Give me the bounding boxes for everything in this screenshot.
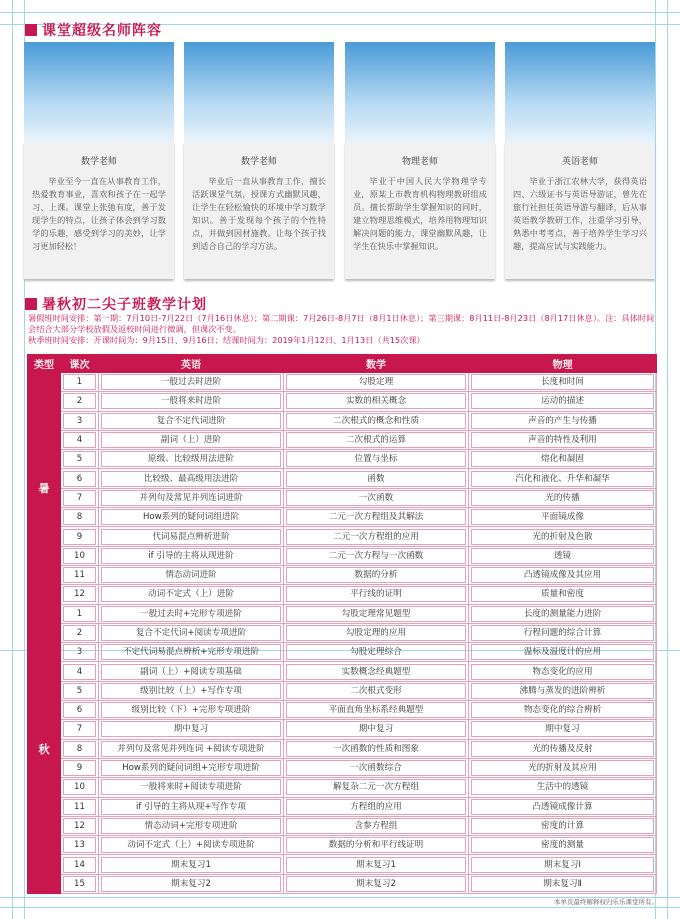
teacher-name: 英语老师 (561, 157, 598, 167)
math-topic: 期末复习2 (286, 876, 466, 892)
physics-topic: 密度的测量 (471, 837, 654, 853)
physics-topic: 凸透镜成像及其应用 (471, 567, 654, 583)
teacher-name: 物理老师 (401, 157, 438, 167)
table-row (28, 855, 657, 874)
lesson-number: 2 (63, 393, 96, 409)
physics-topic: 声音的产生与传播 (471, 413, 654, 429)
table-row (28, 469, 657, 488)
english-topic: 一般将来时+阅读专项进阶 (101, 779, 281, 795)
math-topic: 含参方程组 (286, 818, 466, 834)
math-topic: 数据的分析 (286, 567, 466, 583)
math-topic: 二次根式变形 (286, 683, 466, 699)
english-topic: 一般过去时+完形专项进阶 (101, 606, 281, 622)
table-row (28, 546, 657, 565)
physics-topic: 长度的测量能力进阶 (471, 606, 654, 622)
english-topic: 并列句及常见并列连词 +阅读专项进阶 (101, 741, 281, 757)
math-topic: 解复杂二元一次方程组 (286, 779, 466, 795)
math-topic: 勾股定理常见题型 (286, 606, 466, 622)
english-topic: 副词（上）+阅读专项基础 (101, 664, 281, 680)
lesson-number: 4 (63, 432, 96, 448)
lesson-number: 6 (63, 471, 96, 487)
table-row (28, 373, 657, 392)
teacher-card (184, 42, 334, 280)
table-row (28, 681, 657, 700)
teacher-desc: 毕业于中国人民大学物理学专业，原某上市教育机构物理教研组成员。擅长帮助学生掌握知识的同时，建立物理思维模式，培养用物理知识解决问题的能力，课堂幽默风趣，让学生在快乐中掌握知识。 (353, 176, 487, 251)
header-physics: 物理 (469, 355, 657, 373)
math-topic: 期末复习1 (286, 857, 466, 873)
table-row (28, 488, 657, 507)
table-row (28, 643, 657, 662)
lesson-number: 7 (63, 490, 96, 506)
lesson-number: 14 (63, 857, 96, 873)
physics-topic: 行程问题的综合计算 (471, 625, 654, 641)
table-header-row (28, 355, 657, 373)
math-topic: 一次函数 (286, 490, 466, 506)
physics-topic: 光的传播及反射 (471, 741, 654, 757)
physics-topic: 沸腾与蒸发的进阶辨析 (471, 683, 654, 699)
table-row (28, 450, 657, 469)
english-topic: 期中复习 (101, 721, 281, 737)
lesson-number: 11 (63, 567, 96, 583)
schedule-autumn: 秋季班时间安排：开课时间为：9月15日、9月16日；结课时间为：2019年1月12日、1月13日（共15次课） (28, 335, 425, 345)
english-topic: How系列的疑问词组+完形专项进阶 (101, 760, 281, 776)
physics-topic: 光的折射及色散 (471, 529, 654, 545)
plan-table (27, 354, 657, 894)
math-topic: 勾股定理的应用 (286, 625, 466, 641)
teacher-card (345, 42, 495, 280)
table-row (28, 836, 657, 855)
table-row (28, 565, 657, 584)
math-topic: 二元一次方程组及其解法 (286, 509, 466, 525)
math-topic: 二元一次方程与一次函数 (286, 548, 466, 564)
math-topic: 二元一次方程组的应用 (286, 529, 466, 545)
lesson-number: 4 (63, 664, 96, 680)
english-topic: How系列的疑问词组进阶 (101, 509, 281, 525)
math-topic: 位置与坐标 (286, 451, 466, 467)
physics-topic: 质量和密度 (471, 586, 654, 602)
english-topic: 动词不定式（上）+阅读专项进阶 (101, 837, 281, 853)
math-topic: 勾股定理 (286, 374, 466, 390)
lesson-number: 8 (63, 741, 96, 757)
teacher-name: 数学老师 (240, 157, 277, 167)
physics-topic: 物态变化的综合辨析 (471, 702, 654, 718)
guide-line (12, 0, 13, 919)
physics-topic: 平面镜成像 (471, 509, 654, 525)
english-topic: 复合不定代词进阶 (101, 413, 281, 429)
english-topic: 情态动词进阶 (101, 567, 281, 583)
guide-line (667, 0, 668, 919)
table-row (28, 874, 657, 893)
english-topic: 比较级、最高级用法进阶 (101, 471, 281, 487)
math-topic: 一次函数的性质和图象 (286, 741, 466, 757)
lesson-number: 1 (63, 606, 96, 622)
lesson-number: 5 (63, 451, 96, 467)
footer-note: 本单页最终解释权归乐乐课堂所有。 (554, 898, 658, 906)
schedule-summer: 暑假班时间安排：第一期：7月10日-7月22日（7月16日休息）；第二期课：7月26日-8月7日（8月1日休息）；第三期课：8月11日-8月23日（8月17日休息）。注：具体时间会结合大部分学校放假及返校时间进行微调，但课次不变。 (28, 313, 655, 334)
lesson-number: 1 (63, 374, 96, 390)
teacher-desc: 毕业后一直从事教育工作，擅长活跃课堂气氛，授课方式幽默风趣，让学生在轻松愉快的环境中学习数学知识。善于发现每个孩子的个性特点，并做到因材施教。让每个孩子找到适合自己的学习方法。 (192, 176, 326, 251)
english-topic: 期末复习2 (101, 876, 281, 892)
lesson-number: 11 (63, 799, 96, 815)
table-row (28, 527, 657, 546)
math-topic: 函数 (286, 471, 466, 487)
math-topic: 一次函数综合 (286, 760, 466, 776)
title-marker (25, 24, 37, 36)
lesson-number: 3 (63, 644, 96, 660)
physics-topic: 光的传播 (471, 490, 654, 506)
teacher-photo (24, 42, 174, 142)
header-math: 数学 (284, 355, 469, 373)
table-row (28, 411, 657, 430)
lesson-number: 15 (63, 876, 96, 892)
teacher-name: 数学老师 (80, 157, 117, 167)
math-topic: 平行线的证明 (286, 586, 466, 602)
lesson-number: 5 (63, 683, 96, 699)
lesson-number: 8 (63, 509, 96, 525)
english-topic: 代词易混点辨析进阶 (101, 529, 281, 545)
guide-line (0, 907, 680, 908)
table-row (28, 720, 657, 739)
lesson-number: 9 (63, 760, 96, 776)
physics-topic: 凸透镜成像计算 (471, 799, 654, 815)
english-topic: 并列句及常见并列连词进阶 (101, 490, 281, 506)
table-row (28, 778, 657, 797)
math-topic: 实数概念经典题型 (286, 664, 466, 680)
lesson-number: 9 (63, 529, 96, 545)
math-topic: 平面直角坐标系经典题型 (286, 702, 466, 718)
math-topic: 勾股定理综合 (286, 644, 466, 660)
physics-topic: 期末复习Ⅱ (471, 876, 654, 892)
table-row (28, 662, 657, 681)
lesson-number: 12 (63, 818, 96, 834)
physics-topic: 光的折射及其应用 (471, 760, 654, 776)
lesson-number: 7 (63, 721, 96, 737)
lesson-number: 12 (63, 586, 96, 602)
english-topic: if 引导的主将从现进阶 (101, 548, 281, 564)
table-row (28, 797, 657, 816)
math-topic: 期中复习 (286, 721, 466, 737)
plan-section-title: 暑秋初二尖子班教学计划 (25, 294, 207, 314)
autumn-season-label: 秋 (28, 604, 61, 893)
lesson-number: 6 (63, 702, 96, 718)
math-topic: 方程组的应用 (286, 799, 466, 815)
english-topic: 原级、比较级用法进阶 (101, 451, 281, 467)
english-topic: 一般将来时进阶 (101, 393, 281, 409)
physics-topic: 透镜 (471, 548, 654, 564)
english-topic: if 引导的主将从现+写作专项 (101, 799, 281, 815)
english-topic: 副词（上）进阶 (101, 432, 281, 448)
header-lesson: 课次 (61, 355, 99, 373)
table-row (28, 508, 657, 527)
schedule-text (28, 313, 656, 346)
teachers-section-title: 课堂超级名师阵容 (25, 20, 162, 40)
teacher-card (505, 42, 655, 280)
english-topic: 不定代词易混点辨析+完形专项进阶 (101, 644, 281, 660)
table-row (28, 392, 657, 411)
table-row (28, 585, 657, 604)
english-topic: 情态动词+完形专项进阶 (101, 818, 281, 834)
physics-topic: 长度和时间 (471, 374, 654, 390)
math-topic: 实数的相关概念 (286, 393, 466, 409)
physics-topic: 运动的描述 (471, 393, 654, 409)
english-topic: 复合不定代词+阅读专项进阶 (101, 625, 281, 641)
english-topic: 级别比较（下）+完形专项进阶 (101, 702, 281, 718)
lesson-number: 3 (63, 413, 96, 429)
physics-topic: 温标及温度计的应用 (471, 644, 654, 660)
physics-topic: 密度的计算 (471, 818, 654, 834)
summer-season-label: 暑 (28, 373, 61, 605)
teacher-photo (505, 42, 655, 142)
table-row (28, 816, 657, 835)
physics-topic: 期末复习Ⅰ (471, 857, 654, 873)
english-topic: 动词不定式（上）进阶 (101, 586, 281, 602)
table-row (28, 623, 657, 642)
english-topic: 一般过去时进阶 (101, 374, 281, 390)
table-row (28, 701, 657, 720)
teacher-photo (345, 42, 495, 142)
lesson-number: 10 (63, 548, 96, 564)
english-topic: 级别比较（上）+写作专项 (101, 683, 281, 699)
physics-topic: 生活中的透镜 (471, 779, 654, 795)
math-topic: 二次根式的运算 (286, 432, 466, 448)
physics-topic: 声音的特性及利用 (471, 432, 654, 448)
table-row (28, 604, 657, 623)
header-english: 英语 (99, 355, 284, 373)
math-topic: 数据的分析和平行线证明 (286, 837, 466, 853)
table-row (28, 758, 657, 777)
physics-topic: 期中复习 (471, 721, 654, 737)
lesson-number: 13 (63, 837, 96, 853)
table-row (28, 430, 657, 449)
lesson-number: 10 (63, 779, 96, 795)
teacher-photo (184, 42, 334, 142)
physics-topic: 物态变化的应用 (471, 664, 654, 680)
guide-line (0, 12, 680, 13)
lesson-number: 2 (63, 625, 96, 641)
teacher-card (24, 42, 174, 280)
teacher-desc: 毕业至今一直在从事教育工作，热爱教育事业，喜欢和孩子在一起学习、上课。课堂上张弛有度，善于发现学生的特点，让孩子体会到学习数学的乐趣，感受到学习的美妙，让学习更加轻松！ (32, 176, 166, 251)
table-row (28, 739, 657, 758)
teacher-cards (24, 42, 656, 280)
english-topic: 期末复习1 (101, 857, 281, 873)
table-body (28, 373, 657, 894)
teacher-desc: 毕业于浙江农林大学，获得英语四、六级证书与英语导游证，曾先在旅行社担任英语导游与翻译，后从事英语教学教研工作，注重学习引导，熟悉中考考点，善于培养学生学习兴趣，提高应试与实践能力。 (513, 176, 647, 251)
header-type: 类型 (28, 355, 61, 373)
title-marker (25, 298, 37, 310)
physics-topic: 熔化和凝固 (471, 451, 654, 467)
physics-topic: 汽化和液化、升华和凝华 (471, 471, 654, 487)
math-topic: 二次根式的概念和性质 (286, 413, 466, 429)
